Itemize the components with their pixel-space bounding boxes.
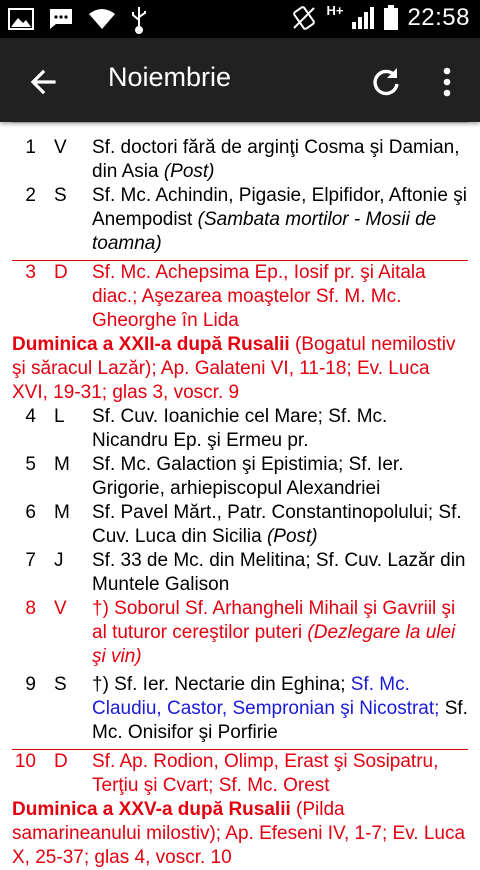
day-number: 4 [25,406,36,427]
page-title: Noiembrie [108,62,232,92]
battery-icon [383,5,399,31]
back-arrow-icon[interactable] [24,62,64,102]
day-text: Sf. Cuv. Ioanichie cel Mare; Sf. Mc. Nicandru Ep. şi Ermeu pr. [92,406,388,451]
day-row-9[interactable] [0,673,480,745]
more-options-icon[interactable] [432,62,462,102]
weekday: M [54,502,70,523]
day-row-5[interactable] [0,453,480,501]
day-number: 3 [25,262,36,283]
day-row-6[interactable] [0,501,480,549]
day-text: Sf. Mc. Galaction şi Epistimia; Sf. Ier. Grigorie, arhiepiscopul Alexandriei [92,454,404,499]
day-number: 6 [25,502,36,523]
weekday: D [54,751,68,772]
link-text[interactable]: Sf. Mc. Claudiu, Castor, Sempronian şi Nicostrat; [92,674,440,719]
day-row-3[interactable] [0,261,480,333]
day-text: Sf. 33 de Mc. din Melitina; Sf. Cuv. Lazăr din Muntele Galison [92,550,466,595]
day-number: 9 [25,674,36,695]
day-number: 1 [25,137,36,158]
day-text: Sf. Mc. Achindin, Pigasie, Elpifidor, Aftonie şi Anempodist (Sambata mortilor - Mosii de toamna) [92,185,467,254]
status-bar [0,0,480,38]
usb-icon [130,6,148,32]
refresh-icon[interactable] [366,62,406,102]
weekday: V [54,137,67,158]
weekday: D [54,262,68,283]
weekday: V [54,598,67,619]
day-text: †) Soborul Sf. Arhangheli Mihail şi Gavriil şi al tuturor cereştilor puteri (Dezlegare la ulei şi vin) [92,598,456,667]
day-row-4[interactable] [0,405,480,453]
day-text: Sf. doctori fără de arginţi Cosma şi Damian, din Asia (Post) [92,137,460,182]
weekday: M [54,454,70,475]
sunday-readings-2: Duminica a XXV-a după Rusalii (Pilda samarineanului milostiv); Ap. Efeseni IV, 1-7; Ev. Luca X, 25-37; glas 4, voscr. 10 [12,799,466,868]
calendar-list[interactable] [0,122,480,868]
weekday: J [54,550,64,571]
day-row-7[interactable] [0,549,480,597]
day-number: 10 [14,751,36,772]
day-number: 5 [25,454,36,475]
sunday-readings-1: Duminica a XXII-a după Rusalii (Bogatul nemilostiv şi săracul Lazăr); Ap. Galateni VI, 11-18; Ev. Luca XVI, 19-31; glas 3, voscr. 9 [12,334,456,403]
day-text: Sf. Ap. Rodion, Olimp, Erast şi Sosipatru, Terţiu şi Cvart; Sf. Mc. Orest [92,751,439,796]
weekday: L [54,406,65,427]
day-text: Sf. Mc. Achepsima Ep., Iosif pr. şi Aitala diac.; Aşezarea moaştelor Sf. M. Mc. Gheorghe în Lida [92,262,426,331]
weekday: S [54,674,67,695]
status-time: 22:58 [407,4,470,31]
day-text: †) Sf. Ier. Nectarie din Eghina; Sf. Mc. Claudiu, Castor, Sempronian şi Nicostrat; Sf. Mc. Onisifor şi Porfirie [92,674,468,743]
gallery-icon [8,8,34,30]
day-number: 8 [25,598,36,619]
day-number: 7 [25,550,36,571]
weekday: S [54,185,67,206]
network-type: H+ [326,2,344,18]
app-bar [0,38,480,122]
day-row-1[interactable] [0,136,480,184]
day-text: Sf. Pavel Mărt., Patr. Constantinopolului; Sf. Cuv. Luca din Sicilia (Post) [92,502,462,547]
day-row-2[interactable] [0,184,480,256]
chat-icon [48,7,74,31]
day-number: 2 [25,185,36,206]
day-row-8[interactable] [0,597,480,669]
signal-icon [351,6,375,30]
vibrate-icon [290,4,318,32]
day-row-10[interactable] [0,750,480,798]
wifi-icon [88,7,116,31]
